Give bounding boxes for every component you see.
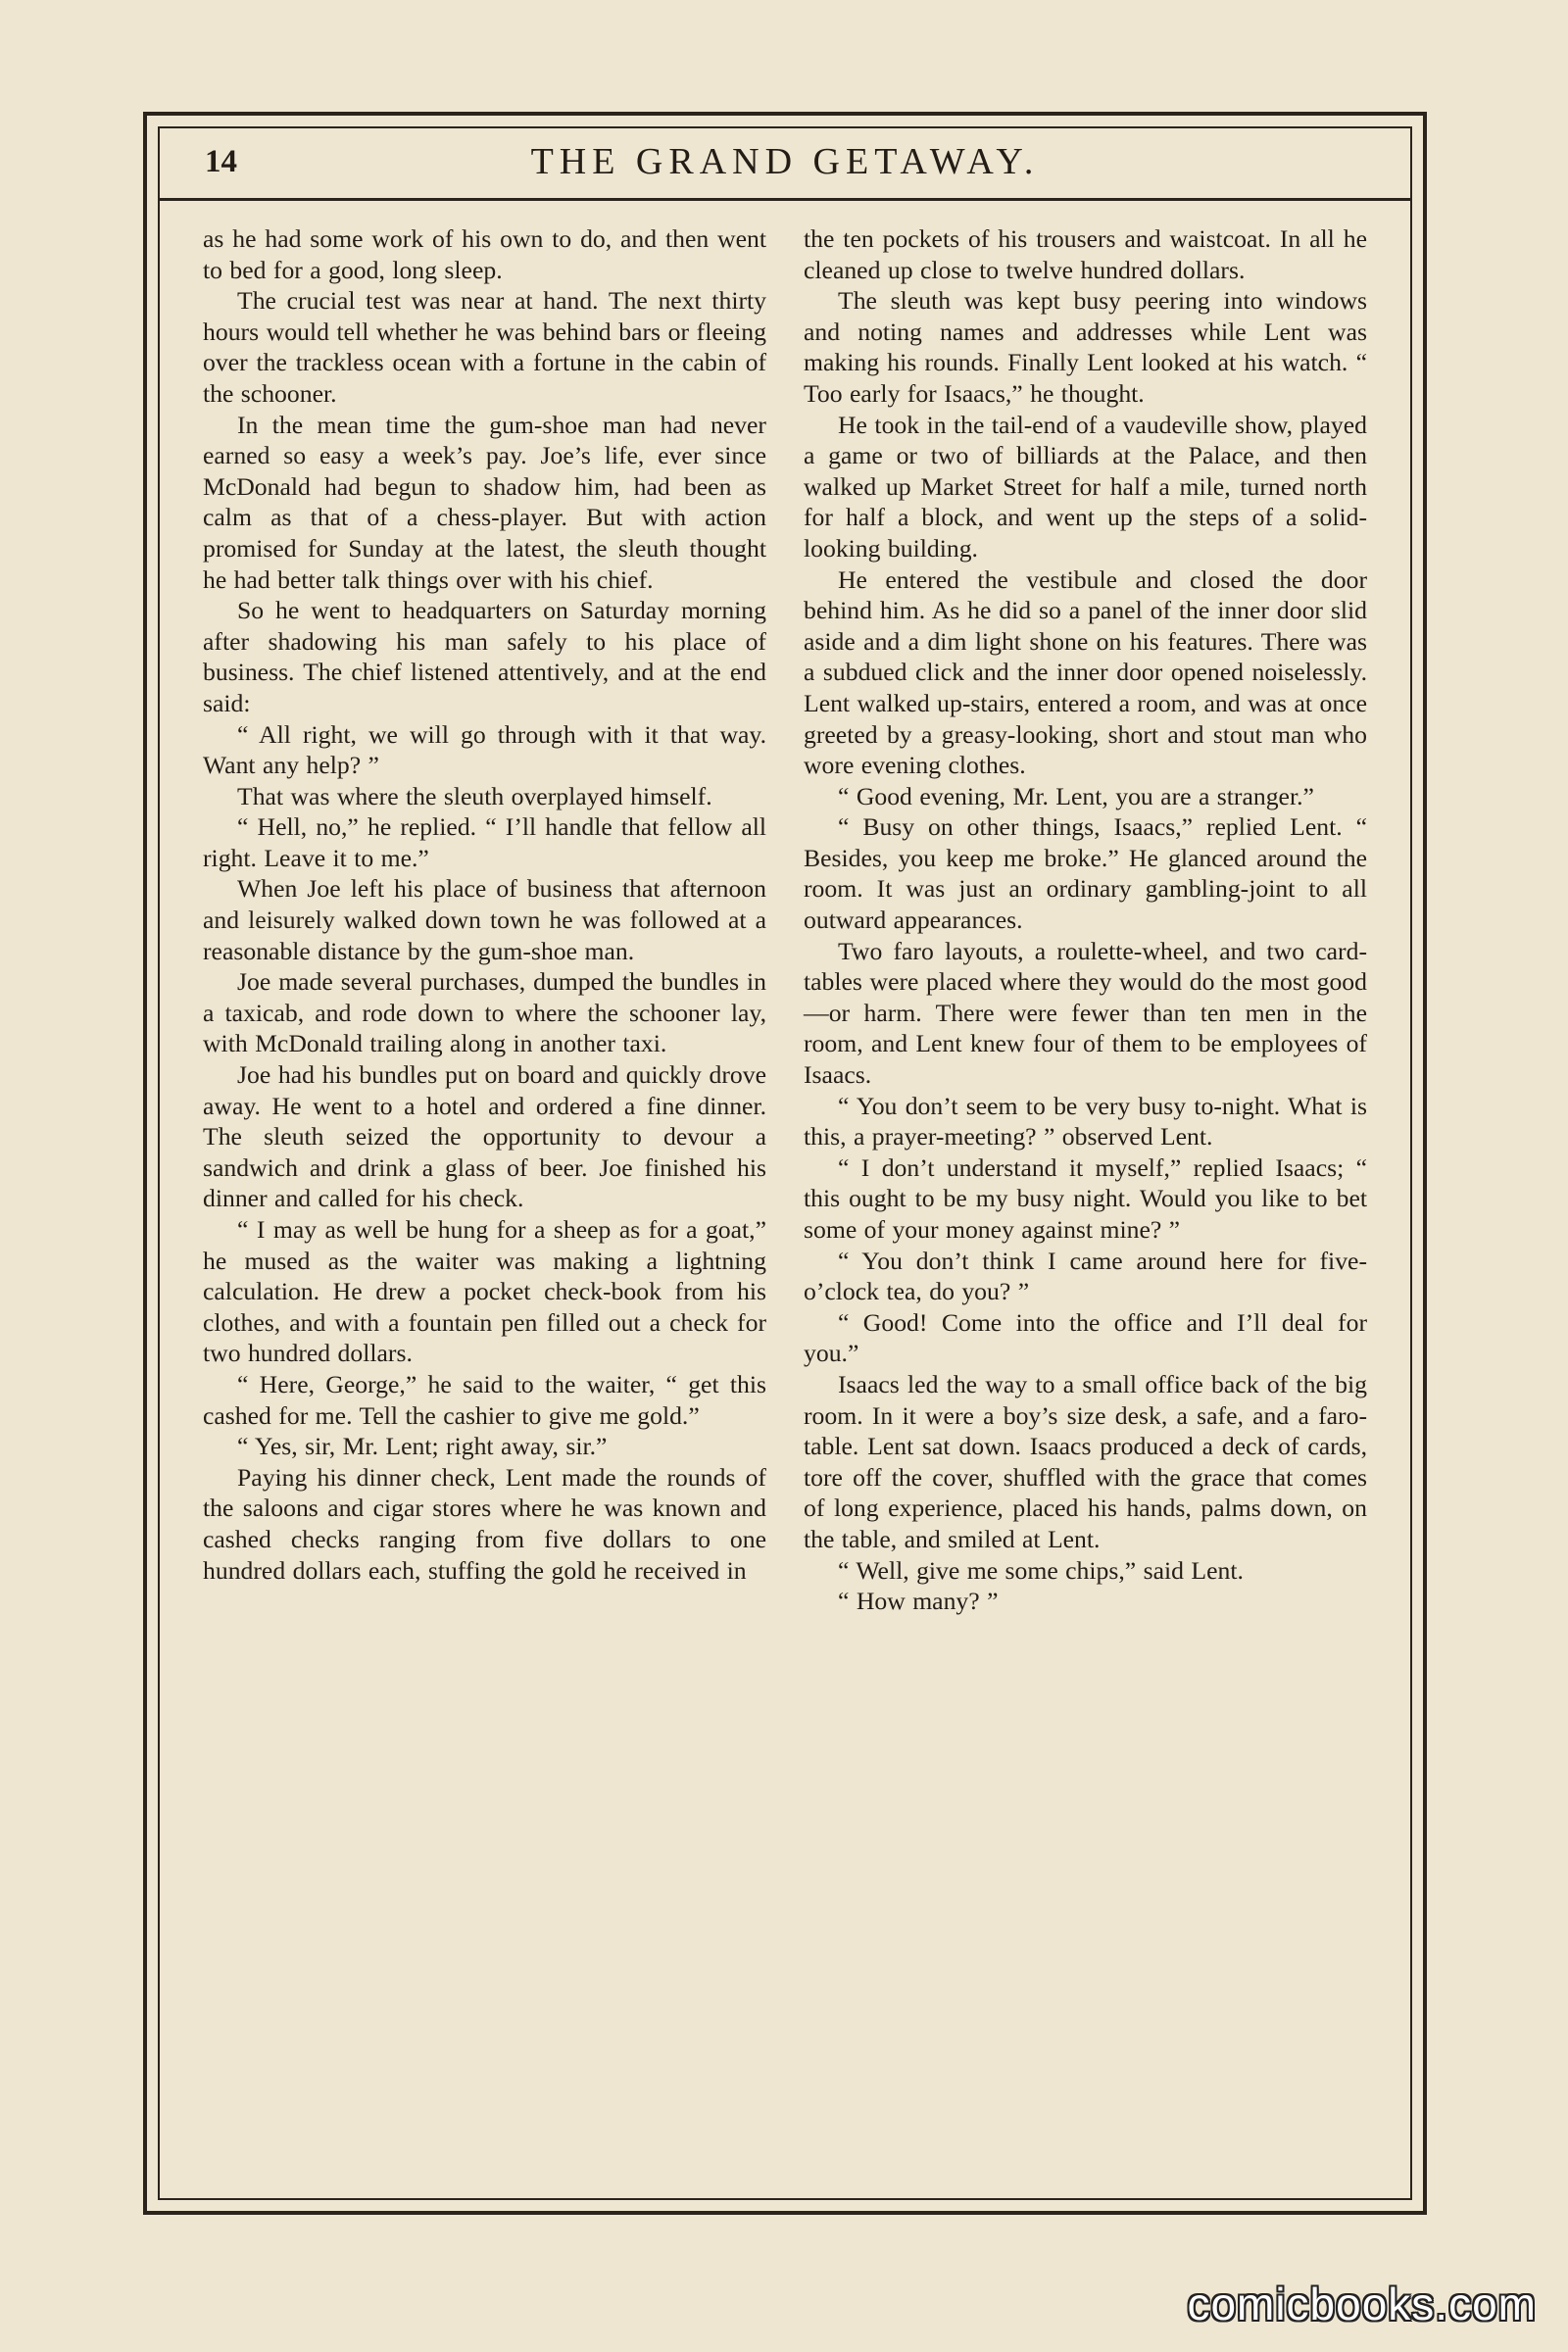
page-header <box>158 126 1412 201</box>
paragraph: In the mean time the gum-shoe man had never earned so easy a week’s pay. Joe’s life, ever since McDonald had begun to shadow him, had been as calm as that of a chess-player. But with action promised for Sunday at the latest, the sleuth thought he had better talk things over with his chief. <box>203 410 766 594</box>
paragraph: Joe made several purchases, dumped the bundles in a taxicab, and rode down to where the schooner lay, with McDonald trailing along in another taxi. <box>203 967 766 1058</box>
paragraph: Isaacs led the way to a small office back of the big room. In it were a boy’s size desk, a safe, and a faro-table. Lent sat down. Isaacs produced a deck of cards, tore off the cover, shuffled with the grace that comes of long experience, placed his hands, palms down, on the table, and smiled at Lent. <box>804 1369 1367 1553</box>
page-number: 14 <box>205 144 237 179</box>
paragraph: When Joe left his place of business that afternoon and leisurely walked down town he was followed at a reasonable distance by the gum-shoe man. <box>203 874 766 965</box>
paragraph: “ You don’t think I came around here for five-o’clock tea, do you? ” <box>804 1246 1367 1306</box>
paragraph: “ Here, George,” he said to the waiter, “ get this cashed for me. Tell the cashier to give me gold.” <box>203 1369 766 1430</box>
paragraph: “ Hell, no,” he replied. “ I’ll handle that fellow all right. Leave it to me.” <box>203 812 766 872</box>
paragraph: “ I may as well be hung for a sheep as for a goat,” he mused as the waiter was making a lightning calculation. He drew a pocket check-book from his clothes, and with a fountain pen filled out a check for two hundred dollars. <box>203 1215 766 1368</box>
left-text-column <box>203 223 766 1586</box>
paragraph: “ Well, give me some chips,” said Lent. <box>838 1555 1244 1585</box>
paragraph: the ten pockets of his trousers and waistcoat. In all he cleaned up close to twelve hundred dollars. <box>804 224 1367 284</box>
paragraph: “ All right, we will go through with it that way. Want any help? ” <box>203 719 766 780</box>
right-text-column <box>804 223 1367 1617</box>
paragraph: “ Busy on other things, Isaacs,” replied Lent. “ Besides, you keep me broke.” He glanced around the room. It was just an ordinary gambling-joint to all outward appearances. <box>804 812 1367 935</box>
paragraph: “ You don’t seem to be very busy to-night. What is this, a prayer-meeting? ” observed Lent. <box>804 1091 1367 1152</box>
paragraph: He entered the vestibule and closed the door behind him. As he did so a panel of the inner door slid aside and a dim light shone on his features. There was a subdued click and the inner door opened noiselessly. Lent walked up-stairs, entered a room, and was at once greeted by a greasy-looking, short and stout man who wore evening clothes. <box>804 564 1367 780</box>
paragraph: “ Good! Come into the office and I’ll deal for you.” <box>804 1307 1367 1368</box>
paragraph: “ I don’t understand it myself,” replied Isaacs; “ this ought to be my busy night. Would you like to bet some of your money against mine? ” <box>804 1152 1367 1244</box>
paragraph: “ Good evening, Mr. Lent, you are a stranger.” <box>838 781 1314 810</box>
paragraph: “ Yes, sir, Mr. Lent; right away, sir.” <box>237 1432 608 1461</box>
paragraph: The crucial test was near at hand. The next thirty hours would tell whether he was behind bars or fleeing over the trackless ocean with a fortune in the cabin of the schooner. <box>203 286 766 408</box>
paragraph: Two faro layouts, a roulette-wheel, and two card-tables were placed where they would do the most good—or harm. There were fewer than ten men in the room, and Lent knew four of them to be employees of Isaacs. <box>804 936 1367 1090</box>
paragraph: as he had some work of his own to do, and then went to bed for a good, long sleep. <box>203 224 766 284</box>
paragraph: So he went to headquarters on Saturday morning after shadowing his man safely to his place of business. The chief listened attentively, and at the end said: <box>203 596 766 717</box>
paragraph: Paying his dinner check, Lent made the rounds of the saloons and cigar stores where he was known and cashed checks ranging from five dollars to one hundred dollars each, stuffing the gold he received in <box>203 1462 766 1585</box>
paragraph: Joe had his bundles put on board and quickly drove away. He went to a hotel and ordered a fine dinner. The sleuth seized the opportunity to devour a sandwich and drink a glass of beer. Joe finished his dinner and called for his check. <box>203 1060 766 1213</box>
paragraph: He took in the tail-end of a vaudeville show, played a game or two of billiards at the Palace, and then walked up Market Street for half a mile, turned north for half a block, and went up the steps of a solid-looking building. <box>804 410 1367 563</box>
paragraph: “ How many? ” <box>838 1587 999 1616</box>
paragraph: That was where the sleuth overplayed himself. <box>237 781 712 810</box>
paragraph: The sleuth was kept busy peering into windows and noting names and addresses while Lent was making his rounds. Finally Lent looked at his watch. “ Too early for Isaacs,” he thought. <box>804 286 1367 408</box>
running-title: THE GRAND GETAWAY. <box>530 141 1040 182</box>
watermark: comicbooks.com <box>1187 2278 1537 2329</box>
